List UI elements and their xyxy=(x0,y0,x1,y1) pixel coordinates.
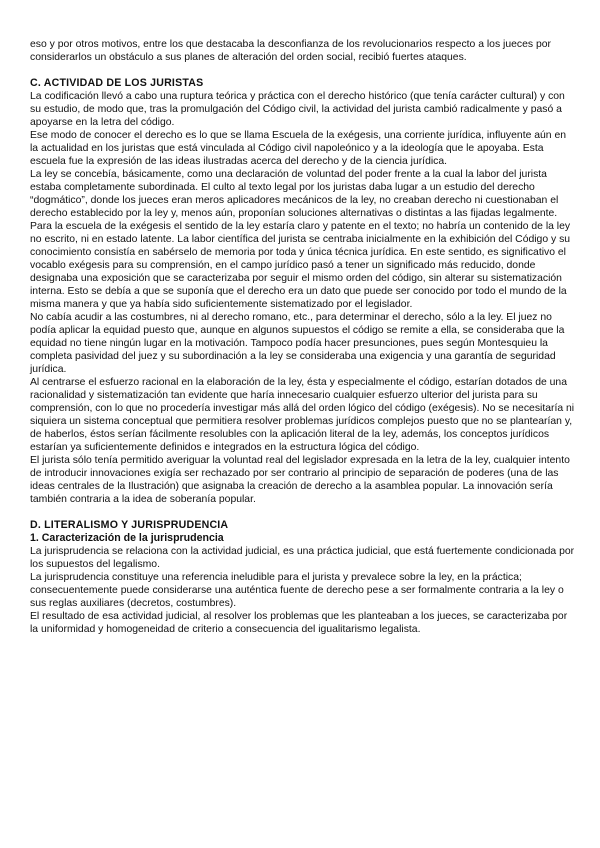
document-page xyxy=(30,38,575,636)
section-d-paragraph-2: La jurisprudencia constituye una referencia ineludible para el jurista y prevalece sobre la ley, en la práctica; consecuentemente puede considerarse una auténtica fuente de derecho pese a ser formalmente contraria a la ley o sus reglas auxiliares (decretos, costumbres). xyxy=(30,572,564,609)
intro-paragraph: eso y por otros motivos, entre los que destacaba la desconfianza de los revolucionarios respecto a los jueces por considerarlos un obstáculo a sus planes de alteración del orden social, recibió fuertes ataques. xyxy=(30,39,551,63)
section-d-paragraph-3: El resultado de esa actividad judicial, al resolver los problemas que les planteaban a los jueces, se caracterizaba por la uniformidad y homogeneidad de criterio a consecuencia del igualitarismo legalista. xyxy=(30,611,568,635)
section-c-paragraph-7: El jurista sólo tenía permitido averiguar la voluntad real del legislador expresada en la letra de la ley, cualquier intento de introducir innovaciones exigía ser rechazado por ser contrario al principio de separación de poderes (una de las ideas centrales de la Ilustración) que asignaba la creación de derecho a la asamblea popular. La innovación sería también contraria a la idea de soberanía popular. xyxy=(30,455,570,505)
section-c-paragraph-1: La codificación llevó a cabo una ruptura teórica y práctica con el derecho histórico (que tenía carácter cultural) y con su estudio, de modo que, tras la promulgación del Código civil, la actividad del jurista cambió radicalmente y pasó a apoyarse en la letra del código. xyxy=(30,91,565,128)
section-d-subheading: 1. Caracterización de la jurisprudencia xyxy=(30,532,224,544)
section-c-paragraph-6: Al centrarse el esfuerzo racional en la elaboración de la ley, ésta y especialmente el código, estarían dotados de una racionalidad y sistematización tan evidente que haría innecesario cualquier esfuerzo ulterior del jurista para su comprensión, con lo que no procedería investigar más allá del orden lógico del código (exégesis). No se necesitaría ni siquiera un sistema conceptual que permitiera resolver problemas jurídicos complejos puesto que no se plantearían y, de haberlos, éstos serían fácilmente resolubles con la aplicación literal de la ley, además, los conceptos jurídicos estarían ya suficientemente definidos e integrados en la estructura lógica del código. xyxy=(30,377,575,453)
section-c-paragraph-3: La ley se concebía, básicamente, como una declaración de voluntad del poder frente a la cual la labor del jurista estaba completamente subordinada. El culto al texto legal por los juristas daba lugar a un estudio del derecho “dogmático”, donde los jueces eran meros aplicadores mecánicos de la ley, no creaban derecho ni cuestionaban el derecho establecido por la ley y, menos aún, proponían soluciones alternativas o distintas a las fijadas legalmente. xyxy=(30,169,559,219)
section-c-heading: C. ACTIVIDAD DE LOS JURISTAS xyxy=(30,77,204,89)
section-c-paragraph-5: No cabía acudir a las costumbres, ni al derecho romano, etc., para determinar el derecho, sólo a la ley. El juez no podía aplicar la equidad puesto que, aunque en algunos supuestos el código se remite a ella, se consideraba que la equidad no tiene ningún lugar en la motivación. Tampoco podía hacer presunciones, pues según Montesquieu la completa pasividad del juez y su subordinación a la ley se consideraba una exigencia y una garantía de seguridad jurídica. xyxy=(30,312,565,375)
spacer xyxy=(30,506,575,519)
section-c-paragraph-2: Ese modo de conocer el derecho es lo que se llama Escuela de la exégesis, una corriente jurídica, influyente aún en la actualidad en los juristas que está vinculada al Código civil napoleónico y a la ideología que le apoyaba. Esta escuela fue la expresión de las ideas ilustradas acerca del derecho y de la ciencia jurídica. xyxy=(30,130,567,167)
spacer xyxy=(30,64,575,77)
section-c-paragraph-4: Para la escuela de la exégesis el sentido de la ley estaría claro y patente en el texto; no habría un contenido de la ley no escrito, ni en estado latente. La labor científica del jurista se centraba inicialmente en la exhibición del Código y su conocimiento consistía en sabérselo de memoria por toda y única técnica jurídica. En este sentido, es significativo el vocablo exégesis para su comprensión, en el campo jurídico pasó a tener un significado más reducido, donde designaba una exposición que se caracterizaba por seguir el mismo orden del código, sin alterar su sistematización interna. Esto se debía a que se suponía que el derecho era un dato que puede ser conocido por todo el mundo de la misma manera y que ya había sido suficientemente sistematizado por el legislador. xyxy=(30,221,571,310)
section-d-paragraph-1: La jurisprudencia se relaciona con la actividad judicial, es una práctica judicial, que está fuertemente condicionada por los supuestos del legalismo. xyxy=(30,546,575,570)
section-d-heading: D. LITERALISMO Y JURISPRUDENCIA xyxy=(30,519,229,531)
